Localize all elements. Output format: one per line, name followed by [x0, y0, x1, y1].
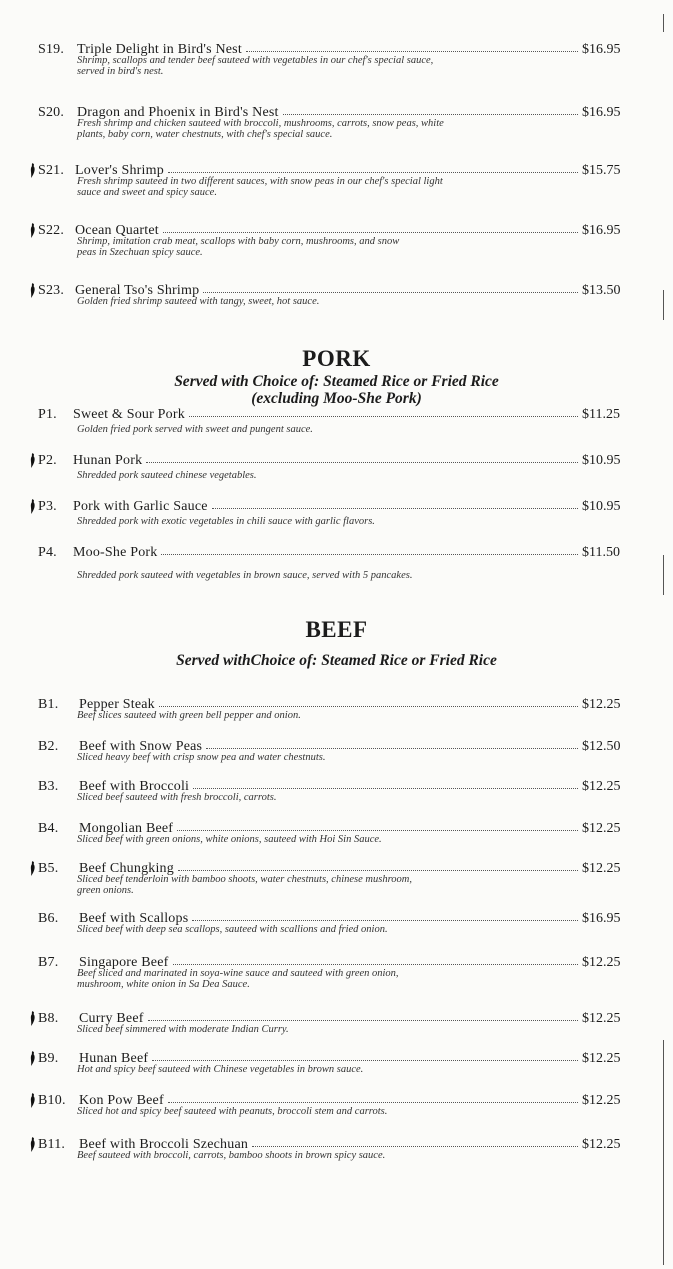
beef-section-title: BEEF	[305, 617, 368, 642]
item-code: B4.	[38, 821, 59, 836]
item-description: Beef slices sauteed with green bell pepper and onion.	[77, 710, 301, 721]
item-description: Sliced hot and spicy beef sauteed with peanuts, broccoli stem and carrots.	[77, 1106, 388, 1117]
pork-section-title: PORK	[302, 346, 371, 371]
item-description: Golden fried shrimp sauteed with tangy, sweet, hot sauce.	[77, 296, 320, 307]
item-name: Mongolian Beef	[79, 821, 174, 836]
dot-leader	[178, 870, 578, 871]
item-code: B6.	[38, 911, 59, 926]
item-price: $12.25	[582, 1093, 621, 1108]
dot-leader	[189, 416, 578, 417]
dot-leader	[246, 51, 578, 52]
item-code: S22.	[38, 223, 65, 238]
item-description: Sliced beef tenderloin with bamboo shoots, water chestnuts, chinese mushroom,	[77, 874, 412, 885]
item-description: served in bird's nest.	[77, 66, 164, 77]
chili-pepper-icon	[29, 861, 36, 876]
dot-leader	[283, 114, 578, 115]
dot-leader	[152, 1060, 578, 1061]
item-name: Pepper Steak	[79, 697, 155, 712]
chili-pepper-icon	[29, 1137, 36, 1152]
item-code: S20.	[38, 105, 65, 120]
item-name: Moo-She Pork	[73, 545, 158, 560]
item-description: Sliced beef sauteed with fresh broccoli, carrots.	[77, 792, 277, 803]
item-price: $16.95	[582, 223, 621, 238]
item-name: Ocean Quartet	[75, 223, 159, 238]
item-description: Shrimp, scallops and tender beef sauteed with vegetables in our chef's special sauce,	[77, 55, 434, 66]
item-code: B1.	[38, 697, 59, 712]
item-description: Fresh shrimp sauteed in two different sauces, with snow peas in our chef's special light	[77, 176, 443, 187]
chili-pepper-icon	[29, 1051, 36, 1066]
dot-leader	[148, 1020, 578, 1021]
item-description: Beef sauteed with broccoli, carrots, bamboo shoots in brown spicy sauce.	[77, 1150, 386, 1161]
item-description: Hot and spicy beef sauteed with Chinese vegetables in brown sauce.	[77, 1064, 364, 1075]
item-code: S19.	[38, 42, 65, 57]
dot-leader	[192, 920, 578, 921]
item-name: Curry Beef	[79, 1011, 144, 1026]
item-description: Fresh shrimp and chicken sauteed with broccoli, mushrooms, carrots, snow peas, white	[77, 118, 444, 129]
item-description: Shredded pork sauteed chinese vegetables.	[77, 470, 257, 481]
item-price: $11.25	[582, 407, 620, 422]
item-price: $10.95	[582, 499, 621, 514]
item-price: $12.25	[582, 779, 621, 794]
item-code: B2.	[38, 739, 59, 754]
item-price: $12.25	[582, 955, 621, 970]
item-description: Shredded pork sauteed with vegetables in brown sauce, served with 5 pancakes.	[77, 570, 413, 581]
item-price: $12.25	[582, 1051, 621, 1066]
item-name: Dragon and Phoenix in Bird's Nest	[77, 105, 279, 120]
item-name: Kon Pow Beef	[79, 1093, 164, 1108]
item-name: Singapore Beef	[79, 955, 169, 970]
item-description: Shrimp, imitation crab meat, scallops with baby corn, mushrooms, and snow	[77, 236, 400, 247]
item-code: P3.	[38, 499, 57, 514]
item-name: Beef Chungking	[79, 861, 174, 876]
dot-leader	[146, 462, 578, 463]
dot-leader	[177, 830, 578, 831]
chili-pepper-icon	[29, 163, 36, 178]
item-description: Sliced beef simmered with moderate Indian Curry.	[77, 1024, 289, 1035]
item-price: $10.95	[582, 453, 621, 468]
item-name: Hunan Pork	[73, 453, 143, 468]
item-code: B7.	[38, 955, 59, 970]
dot-leader	[206, 748, 578, 749]
item-code: P4.	[38, 545, 57, 560]
item-code: S23.	[38, 283, 65, 298]
item-code: B5.	[38, 861, 59, 876]
dot-leader	[252, 1146, 578, 1147]
item-price: $12.25	[582, 821, 621, 836]
chili-pepper-icon	[29, 1011, 36, 1026]
item-name: Hunan Beef	[79, 1051, 149, 1066]
dot-leader	[168, 1102, 578, 1103]
item-name: General Tso's Shrimp	[75, 283, 200, 298]
item-description: mushroom, white onion in Sa Dea Sauce.	[77, 979, 250, 990]
dot-leader	[193, 788, 578, 789]
item-price: $12.25	[582, 1137, 621, 1152]
beef-section-subtitle: Served withChoice of: Steamed Rice or Fried Rice	[176, 652, 497, 669]
item-price: $12.25	[582, 861, 621, 876]
item-description: Sliced beef with deep sea scallops, sauteed with scallions and fried onion.	[77, 924, 388, 935]
item-description: Beef sliced and marinated in soya-wine sauce and sauteed with green onion,	[77, 968, 399, 979]
item-code: S21.	[38, 163, 65, 178]
dot-leader	[203, 292, 578, 293]
item-description: Shredded pork with exotic vegetables in chili sauce with garlic flavors.	[77, 516, 375, 527]
dot-leader	[161, 554, 578, 555]
item-code: B10.	[38, 1093, 66, 1108]
item-name: Beef with Broccoli	[79, 779, 190, 794]
menu-item-line	[0, 452, 673, 470]
item-name: Pork with Garlic Sauce	[73, 499, 208, 514]
item-code: B11.	[38, 1137, 66, 1152]
item-name: Beef with Snow Peas	[79, 739, 203, 754]
item-description: Sliced heavy beef with crisp snow pea and water chestnuts.	[77, 752, 326, 763]
item-name: Lover's Shrimp	[75, 163, 164, 178]
pork-section-subtitle: Served with Choice of: Steamed Rice or Fried Rice	[174, 373, 499, 390]
pork-section-note: (excluding Moo-She Pork)	[251, 390, 422, 407]
scan-edge-mark	[663, 14, 664, 32]
item-code: B8.	[38, 1011, 59, 1026]
dot-leader	[173, 964, 578, 965]
dot-leader	[212, 508, 578, 509]
item-price: $15.75	[582, 163, 621, 178]
item-code: B3.	[38, 779, 59, 794]
item-code: P2.	[38, 453, 57, 468]
dot-leader	[159, 706, 578, 707]
item-description: sauce and sweet and spicy sauce.	[77, 187, 217, 198]
item-price: $11.50	[582, 545, 620, 560]
item-name: Triple Delight in Bird's Nest	[77, 42, 242, 57]
menu-item-line	[0, 544, 673, 562]
item-price: $12.25	[582, 1011, 621, 1026]
item-description: plants, baby corn, water chestnuts, with chef's special sauce.	[77, 129, 333, 140]
item-name: Beef with Scallops	[79, 911, 189, 926]
item-price: $13.50	[582, 283, 621, 298]
item-description: Sliced beef with green onions, white onions, sauteed with Hoi Sin Sauce.	[77, 834, 382, 845]
item-price: $12.25	[582, 697, 621, 712]
item-description: peas in Szechuan spicy sauce.	[77, 247, 203, 258]
menu-item-line	[0, 406, 673, 424]
dot-leader	[168, 172, 578, 173]
item-code: B9.	[38, 1051, 59, 1066]
item-name: Sweet & Sour Pork	[73, 407, 185, 422]
dot-leader	[163, 232, 578, 233]
item-price: $16.95	[582, 105, 621, 120]
chili-pepper-icon	[29, 283, 36, 298]
item-price: $12.50	[582, 739, 621, 754]
item-price: $16.95	[582, 42, 621, 57]
item-description: Golden fried pork served with sweet and pungent sauce.	[77, 424, 313, 435]
chili-pepper-icon	[29, 499, 36, 514]
item-price: $16.95	[582, 911, 621, 926]
item-code: P1.	[38, 407, 57, 422]
item-name: Beef with Broccoli Szechuan	[79, 1137, 249, 1152]
menu-item-line	[0, 498, 673, 516]
chili-pepper-icon	[29, 223, 36, 238]
chili-pepper-icon	[29, 1093, 36, 1108]
item-description: green onions.	[77, 885, 134, 896]
chili-pepper-icon	[29, 453, 36, 468]
